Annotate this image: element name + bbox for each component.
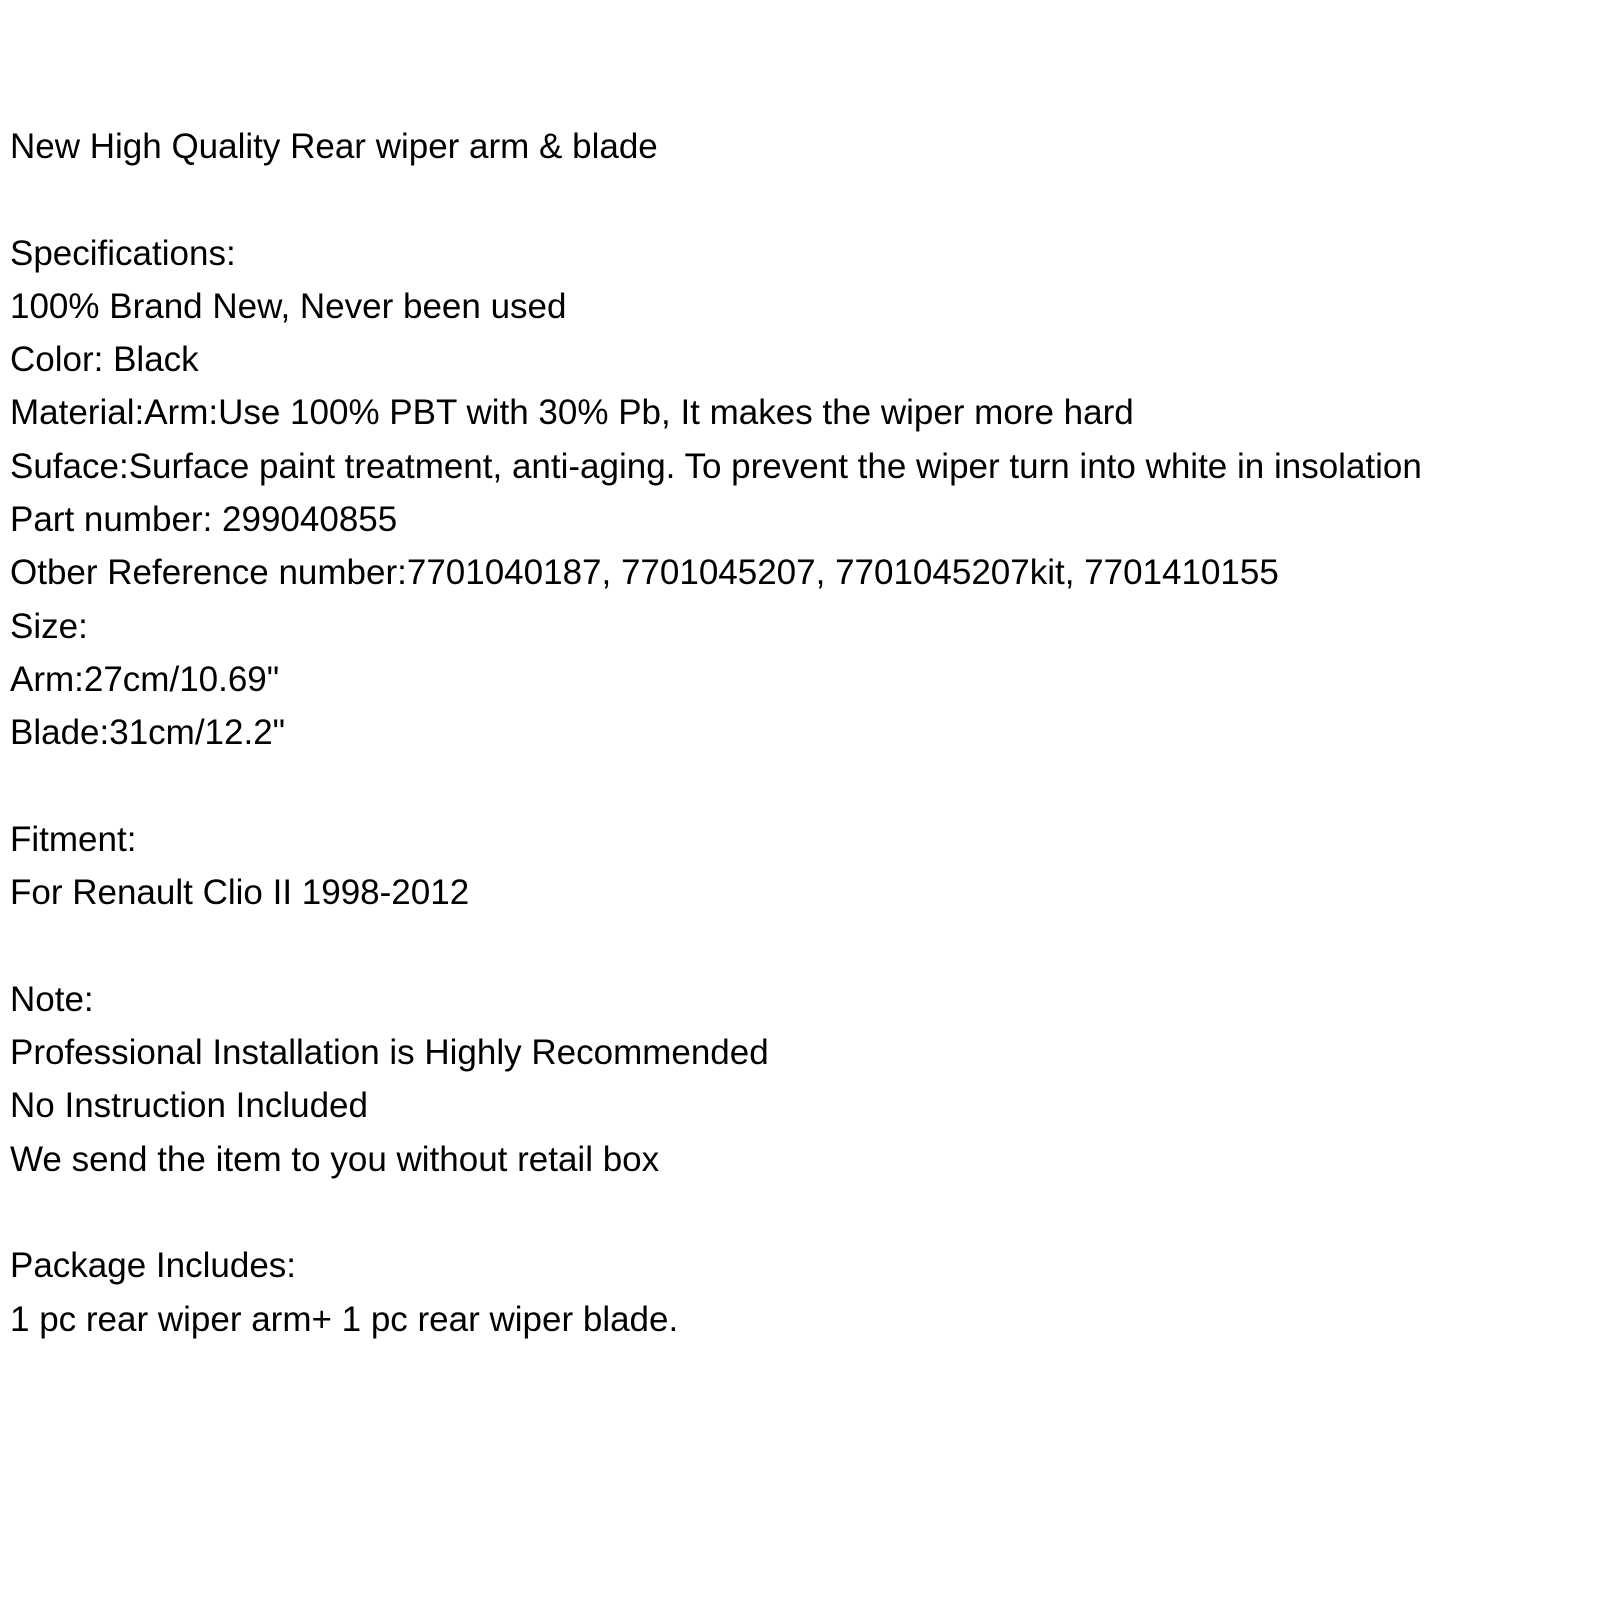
specifications-heading: Specifications: (10, 233, 236, 273)
spacer (10, 919, 1595, 972)
spec-blade-size: Blade:31cm/12.2" (10, 713, 286, 753)
spec-reference-numbers: Otber Reference number:7701040187, 7701045207, 7701045207kit, 7701410155 (10, 553, 1279, 593)
spec-material: Material:Arm:Use 100% PBT with 30% Pb, It makes the wiper more hard (10, 393, 1134, 433)
spec-size-heading: Size: (10, 606, 88, 646)
spacer (10, 760, 1595, 813)
spec-part-number: Part number: 299040855 (10, 500, 398, 540)
note-installation: Professional Installation is Highly Recommended (10, 1033, 769, 1073)
note-packaging: We send the item to you without retail box (10, 1139, 660, 1179)
spec-color: Color: Black (10, 340, 199, 380)
package-heading: Package Includes: (10, 1246, 297, 1286)
spacer (10, 173, 1595, 226)
spacer (10, 1186, 1595, 1239)
spec-condition: 100% Brand New, Never been used (10, 286, 567, 326)
spec-arm-size: Arm:27cm/10.69" (10, 659, 280, 699)
fitment-vehicle: For Renault Clio II 1998-2012 (10, 873, 470, 913)
fitment-heading: Fitment: (10, 819, 137, 859)
spec-surface: Suface:Surface paint treatment, anti-aging. To prevent the wiper turn into white in insolation (10, 446, 1422, 486)
note-instruction: No Instruction Included (10, 1086, 368, 1126)
product-title: New High Quality Rear wiper arm & blade (10, 127, 658, 166)
note-heading: Note: (10, 979, 94, 1019)
package-contents: 1 pc rear wiper arm+ 1 pc rear wiper blade. (10, 1299, 679, 1339)
product-description (10, 120, 1595, 1346)
